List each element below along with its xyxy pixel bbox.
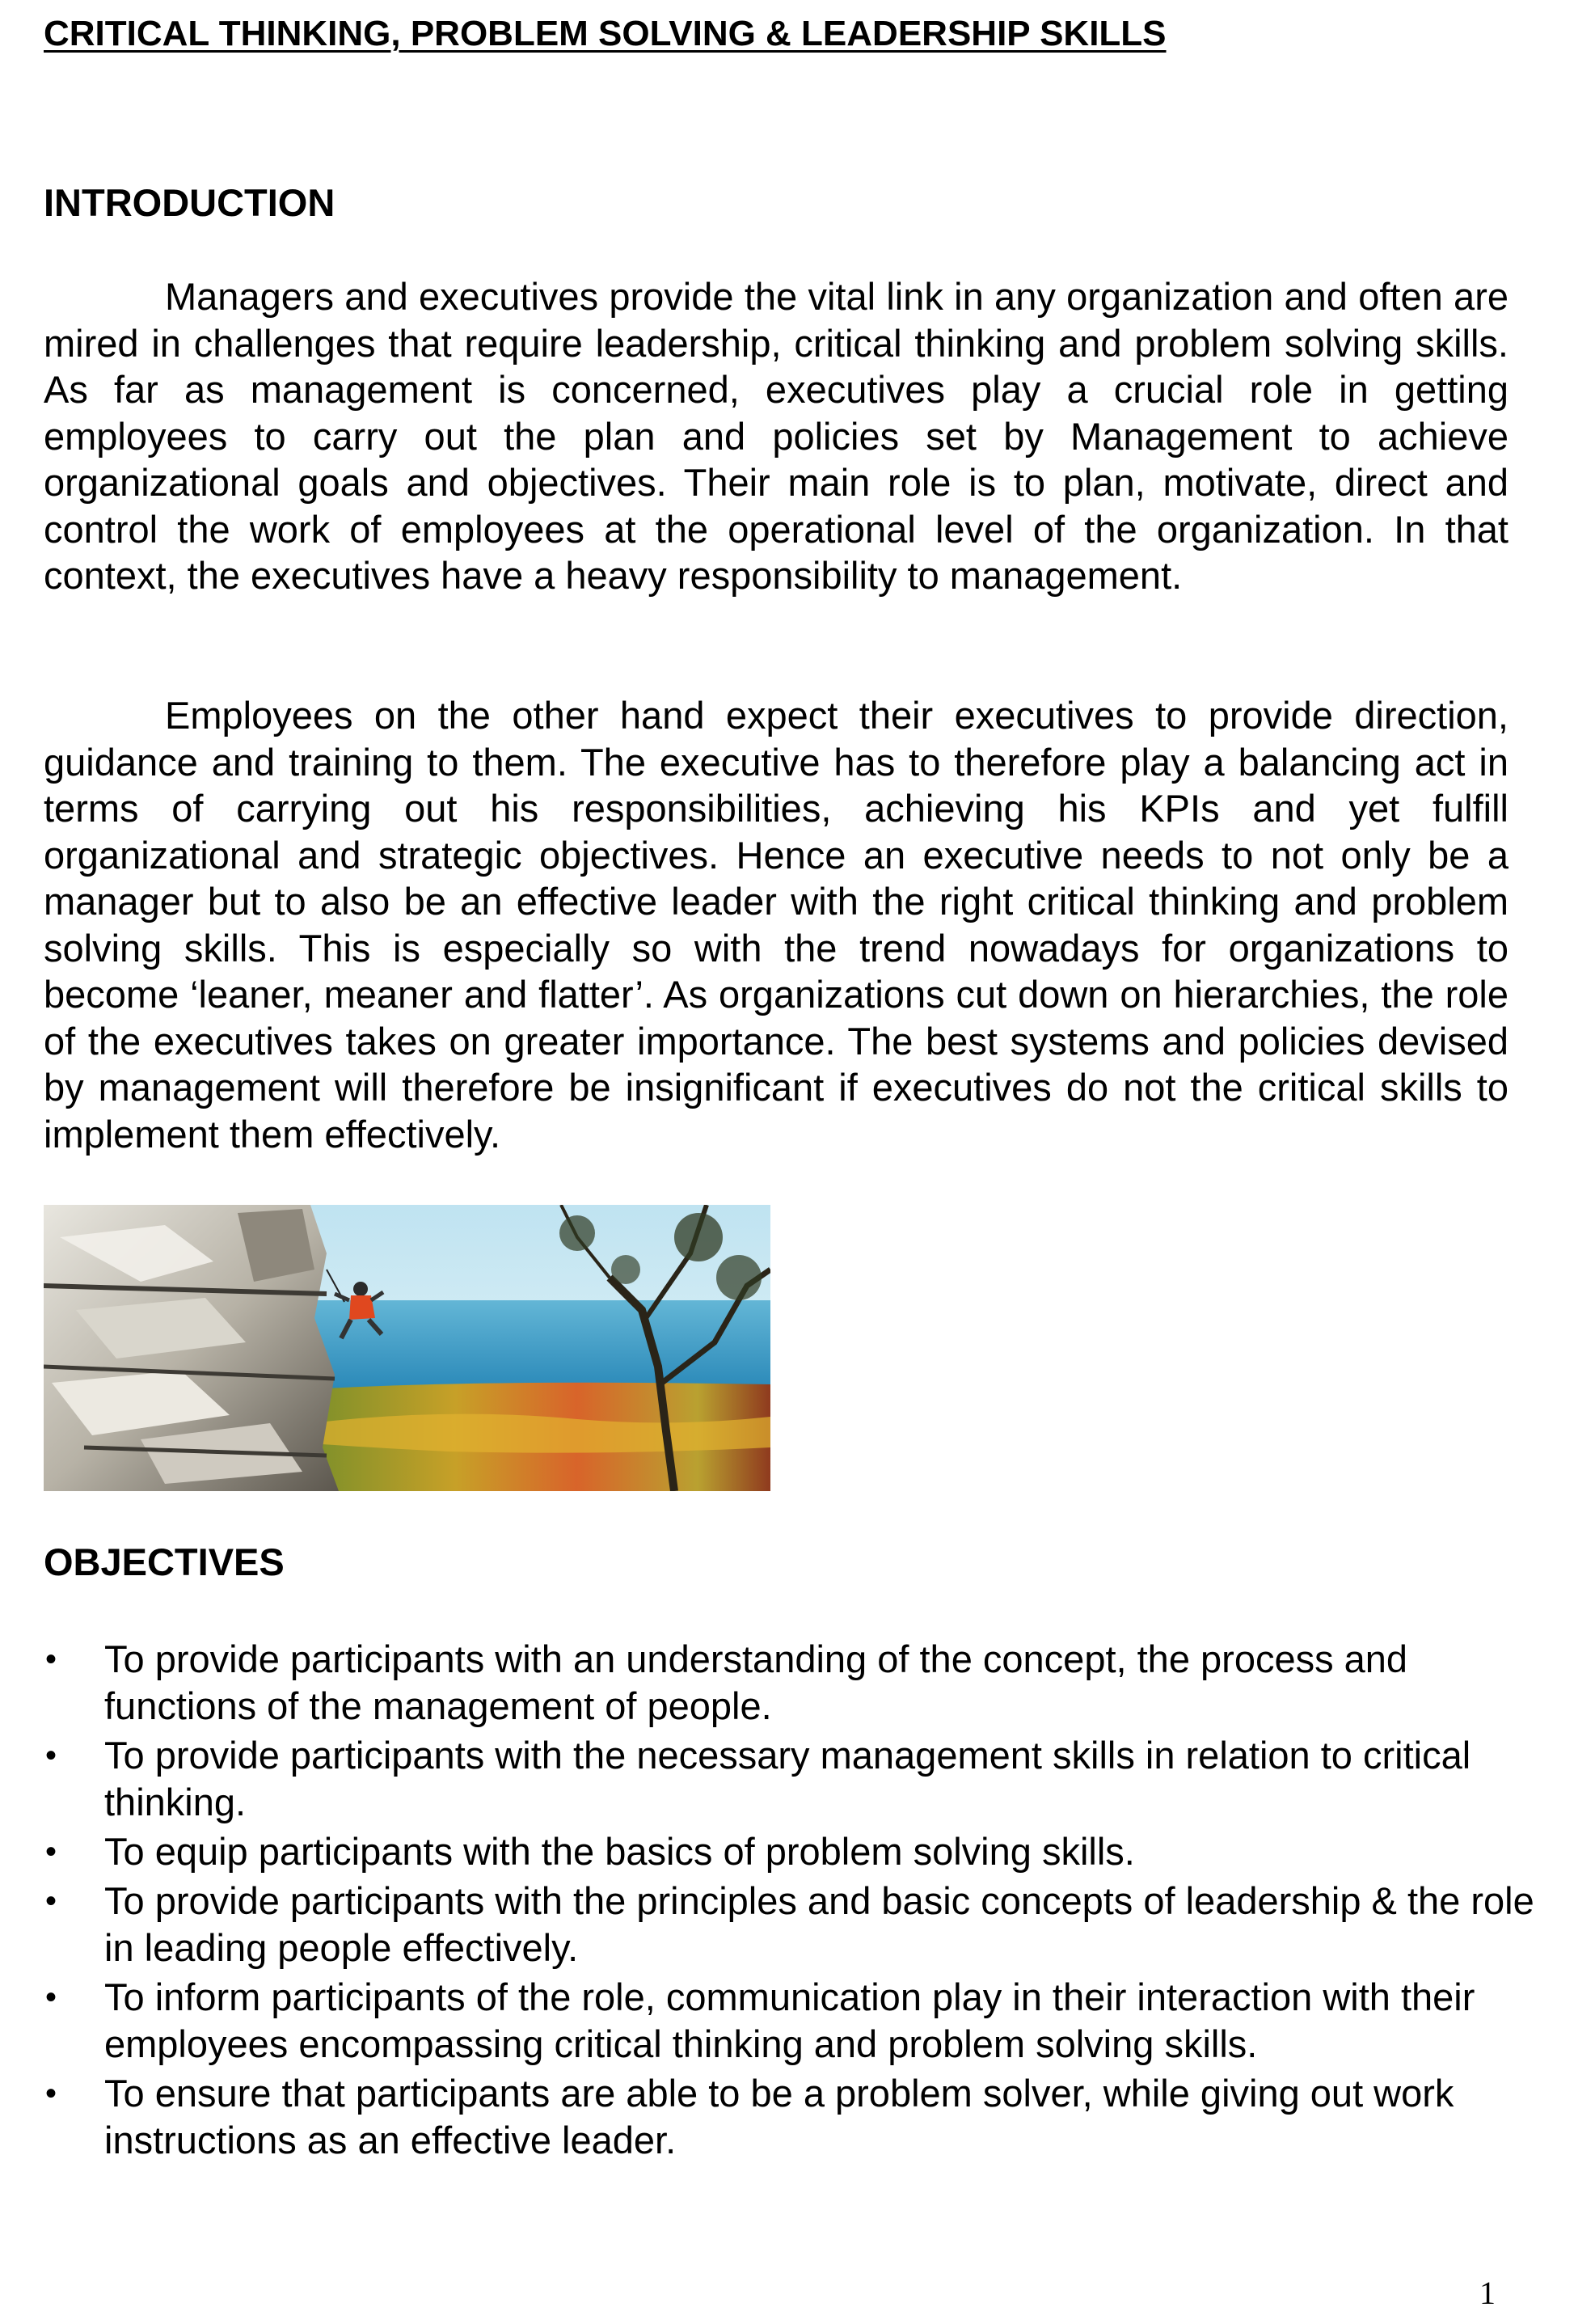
introduction-paragraph-2: Employees on the other hand expect their executives to provide direction, guidance and training to them. The executive has to therefore play a balancing act in terms of carrying out his responsibilities, achieving his KPIs and yet fulfill organizational and strategic objectives. Hence an executive needs to not only be a manager but to also be an effective leader with the right critical thinking and problem solving skills. This is especially so with the trend nowadays for organizations to become ‘leaner, meaner and flatter’. As organizations cut down on hierarchies, the role of the executives takes on greater importance. The best systems and policies devised by management will therefore be insignificant if executives do not the critical skills to implement them effectively.	[44, 694, 1508, 1156]
objective-text: To inform participants of the role, communication play in their interaction with their employees encompassing critical thinking and problem solving skills.	[104, 1975, 1475, 2065]
objective-text: To ensure that participants are able to be a problem solver, while giving out work instructions as an effective leader.	[104, 2072, 1454, 2161]
objective-item	[44, 1974, 1551, 2068]
bullet-icon: •	[45, 1883, 57, 1919]
bullet-icon: •	[45, 1738, 57, 1773]
bullet-icon: •	[45, 2076, 57, 2111]
objective-text: To provide participants with the principles and basic concepts of leadership & the role in leading people effectively.	[104, 1879, 1534, 1969]
objective-text: To provide participants with an understanding of the concept, the process and functions of the management of people.	[104, 1637, 1408, 1727]
objective-text: To provide participants with the necessary management skills in relation to critical thinking.	[104, 1734, 1471, 1823]
bullet-icon: •	[45, 1834, 57, 1870]
objective-item	[44, 1878, 1551, 1971]
introduction-paragraph-1: Managers and executives provide the vital link in any organization and often are mired in challenges that require leadership, critical thinking and problem solving skills. As far as management is concerned, executives play a crucial role in getting employees to carry out the plan and policies set by Management to achieve organizational goals and objectives. Their main role is to plan, motivate, direct and control the work of employees at the operational level of the organization. In that context, the executives have a heavy responsibility to management.	[44, 275, 1508, 597]
objective-text: To equip participants with the basics of problem solving skills.	[104, 1830, 1135, 1873]
objective-item	[44, 1636, 1551, 1730]
objectives-list	[44, 1636, 1534, 2166]
objective-item	[44, 2070, 1551, 2164]
rock-climber-photo	[44, 1205, 770, 1491]
objective-item	[44, 1732, 1551, 1826]
introduction-heading: INTRODUCTION	[44, 181, 335, 224]
bullet-icon: •	[45, 1980, 57, 2015]
document-title: CRITICAL THINKING, PROBLEM SOLVING & LEADERSHIP SKILLS	[44, 14, 1167, 53]
bullet-icon: •	[45, 1642, 57, 1677]
objective-item	[44, 1828, 1551, 1875]
page-number: 1	[1479, 2275, 1496, 2311]
objectives-heading: OBJECTIVES	[44, 1540, 285, 1583]
